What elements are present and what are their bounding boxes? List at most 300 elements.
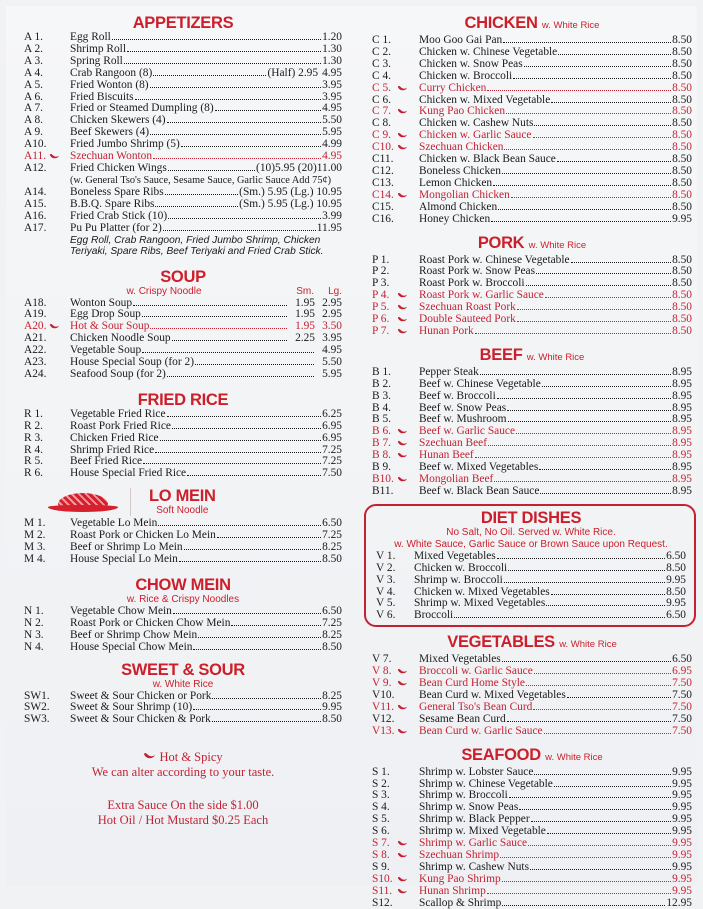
item-name: House Special Soup (for 2) (70, 356, 195, 369)
item-code-text: C 3. (372, 57, 391, 70)
chili-pepper-icon (397, 852, 408, 858)
chili-pepper-icon (397, 476, 408, 482)
item-code-text: A21. (24, 332, 47, 345)
hot-oil-note: Hot Oil / Hot Mustard $0.25 Each (97, 813, 269, 828)
chili-pepper-icon (397, 876, 408, 882)
item-name: Roast Pork Fried Rice (70, 419, 171, 432)
leader-dots (160, 440, 321, 441)
item-code-text: N 2. (24, 616, 44, 629)
item-price: 8.50 (672, 265, 692, 278)
item-price: 8.50 (672, 301, 692, 314)
leader-dots (153, 158, 321, 159)
item-name: B.B.Q. Spare Ribs (70, 197, 155, 210)
item-code-text: A 6. (24, 90, 43, 103)
leader-dots (193, 709, 321, 710)
leader-dots (507, 410, 671, 411)
item-code-text: S10. (372, 872, 393, 885)
item-code (24, 714, 70, 726)
item-price: 8.95 (672, 377, 692, 390)
item-price: 8.50 (322, 640, 342, 653)
item-code-text: C16. (372, 212, 394, 225)
leader-dots (493, 185, 671, 186)
leader-dots (153, 75, 266, 76)
item-name: Boneless Spare Ribs (70, 185, 164, 198)
item-code-text: C10. (372, 141, 394, 154)
item-price: 8.95 (672, 473, 692, 485)
menu-item (372, 702, 692, 714)
leader-dots (533, 709, 671, 710)
item-code-text: S 4. (372, 801, 390, 814)
item-code-text: P 6. (372, 313, 390, 326)
item-code-text: B 5. (372, 413, 391, 426)
price-large: 5.50 (322, 356, 342, 369)
item-price: 8.95 (672, 449, 692, 462)
item-code-text: P 1. (372, 253, 390, 266)
item-code-text: A18. (24, 296, 47, 309)
item-code-text: SW3. (24, 713, 50, 726)
item-name: Roast Pork or Chicken Chow Mein (70, 616, 231, 629)
leader-dots (504, 149, 671, 150)
item-code (24, 642, 70, 654)
item-name: Szechuan Shrimp (419, 848, 500, 861)
item-name: Mixed Vegetables (414, 549, 496, 562)
item-price: 8.50 (672, 289, 692, 302)
item-price: 1.30 (322, 54, 342, 67)
leader-dots (545, 297, 671, 298)
item-price: 6.25 (322, 407, 342, 420)
leader-dots (502, 173, 671, 174)
item-code-text: P 5. (372, 301, 390, 314)
item-name: Mixed Vegetables (419, 653, 501, 666)
item-name: Pepper Steak (419, 365, 479, 378)
leader-dots (488, 445, 671, 446)
menu-item (24, 554, 342, 566)
leader-dots (498, 209, 671, 210)
menu-item (24, 714, 342, 726)
section-title-soup: SOUP (160, 267, 206, 286)
item-price: 7.50 (672, 712, 692, 725)
item-code-text: V 6. (376, 609, 396, 622)
item-price: 5.95 (322, 126, 342, 139)
item-code-text: B 9. (372, 461, 391, 474)
divider (130, 488, 131, 516)
item-code-text: A 8. (24, 114, 43, 127)
item-code-text: C 7. (372, 105, 391, 118)
chili-pepper-icon (397, 452, 408, 458)
item-code-text: S 3. (372, 789, 390, 802)
lo-mein-subtitle: Soft Noodle (156, 505, 209, 517)
item-price: 7.50 (672, 677, 692, 690)
item-code-text: C 5. (372, 81, 391, 94)
menu-item (372, 71, 692, 83)
item-name: Spring Roll (70, 54, 123, 67)
leader-dots (168, 170, 255, 171)
section-title-fried-rice: FRIED RICE (137, 390, 229, 409)
section-title-sweet-sour: SWEET & SOUR (121, 660, 245, 679)
chili-pepper-icon (143, 752, 156, 759)
leader-dots (184, 549, 321, 550)
leader-dots (551, 102, 671, 103)
leader-dots (475, 333, 671, 334)
item-code-text: A16. (24, 209, 47, 222)
leader-dots (500, 857, 671, 858)
item-code-text: C11. (372, 153, 394, 166)
item-code-text: B 1. (372, 365, 391, 378)
chili-pepper-icon (397, 304, 408, 310)
leader-dots (534, 774, 671, 775)
price-small: 2.25 (295, 332, 315, 345)
menu-item (24, 187, 342, 199)
item-price: 9.95 (672, 789, 692, 802)
leader-dots (524, 66, 671, 67)
section-title-vegetables (372, 633, 692, 654)
menu-item (372, 379, 692, 391)
leader-dots (558, 54, 671, 55)
item-price: 8.50 (672, 164, 692, 177)
leader-dots (155, 206, 238, 207)
item-price: 8.95 (672, 484, 692, 497)
item-price: 9.95 (322, 701, 342, 714)
menu-item (372, 214, 692, 226)
menu-item (24, 223, 342, 235)
item-price: 7.50 (672, 724, 692, 737)
leader-dots (534, 673, 671, 674)
item-code-text: P 2. (372, 265, 390, 278)
item-code-text: C13. (372, 176, 394, 189)
item-price: 6.50 (322, 604, 342, 617)
item-code (24, 163, 70, 175)
appetizers-list (24, 32, 342, 258)
item-code (24, 468, 70, 480)
item-price: 9.95 (672, 860, 692, 873)
vegetables-subtitle: w. White Rice (559, 639, 617, 651)
item-code-text: A17. (24, 221, 47, 234)
leader-dots (173, 613, 321, 614)
item-name: Shrimp Fried Rice (70, 443, 155, 456)
seafood-subtitle: w. White Rice (545, 751, 603, 763)
chili-pepper-icon (397, 144, 408, 150)
item-price: 4.95 (322, 102, 342, 115)
item-price: (10)5.95 (20)11.00 (256, 161, 342, 174)
menu-item (24, 163, 342, 175)
item-code-text: V12. (372, 712, 395, 725)
item-price: 8.95 (672, 425, 692, 438)
item-name: Honey Chicken (419, 212, 491, 225)
item-name: Vegetable Fried Rice (70, 407, 166, 420)
leader-dots (507, 721, 671, 722)
chili-pepper-icon (397, 728, 408, 734)
leader-dots (150, 328, 287, 329)
section-title-pork (372, 234, 692, 255)
item-price: 8.50 (672, 253, 692, 266)
item-price: 1.30 (322, 42, 342, 55)
item-code-text: M 3. (24, 541, 46, 554)
section-title-chicken (372, 14, 692, 35)
item-name: Kung Pao Chicken (419, 105, 506, 118)
item-name: Szechuan Chicken (419, 141, 504, 154)
item-price: 8.50 (672, 45, 692, 58)
diet-note-2: w. White Sauce, Garlic Sauce or Brown Sauce upon Request. (394, 538, 668, 550)
leader-dots (487, 893, 671, 894)
item-code-text: A19. (24, 308, 47, 321)
item-code-text: C14. (372, 188, 394, 201)
chili-pepper-icon (397, 85, 408, 91)
right-column (372, 6, 692, 909)
alter-note: We can alter according to your taste. (91, 765, 275, 780)
leader-dots (181, 146, 321, 147)
item-price: 8.50 (672, 277, 692, 290)
item-code (372, 214, 419, 226)
item-name: Chicken w. Mixed Vegetables (414, 585, 550, 598)
item-price: 3.95 (322, 78, 342, 91)
item-name: Hot & Sour Soup (70, 320, 150, 333)
item-price: 3.95 (322, 90, 342, 103)
item-code-text: SW2. (24, 701, 50, 714)
item-code-text: A 4. (24, 66, 43, 79)
item-code-text: N 3. (24, 628, 44, 641)
item-price: 8.50 (672, 153, 692, 166)
item-name: Vegetable Lo Mein (70, 517, 158, 530)
leader-dots (231, 625, 321, 626)
leader-dots (554, 786, 671, 787)
item-name: Fried Biscuits (70, 90, 134, 103)
leader-dots (142, 316, 287, 317)
diet-dishes-box (364, 504, 696, 627)
leader-dots (215, 110, 321, 111)
item-code-text: A24. (24, 367, 47, 380)
item-name: House Special Fried Rice (70, 467, 187, 480)
item-price: 8.50 (672, 69, 692, 82)
item-code-text: R 4. (24, 443, 43, 456)
item-code-text: C 6. (372, 93, 391, 106)
leader-dots (547, 833, 671, 834)
item-code-text: V 1. (376, 549, 396, 562)
item-code-text: S 7. (372, 837, 390, 850)
item-name: Broccoli (414, 609, 454, 622)
chili-pepper-icon (397, 668, 408, 674)
menu-item (372, 886, 692, 898)
item-name: Chicken w. Black Bean Sauce (419, 153, 556, 166)
item-price: (Sm.) 5.95 (Lg.) 10.95 (239, 197, 342, 210)
item-name: Beef Fried Rice (70, 455, 143, 468)
item-code-text: C 1. (372, 34, 391, 46)
leader-dots (195, 364, 314, 365)
item-price: 7.25 (322, 443, 342, 456)
item-name: Roast Pork or Chicken Lo Mein (70, 529, 216, 542)
item-code-text: V 4. (376, 585, 396, 598)
item-code-text: A14. (24, 185, 47, 198)
item-price: 8.50 (672, 117, 692, 130)
chili-pepper-icon (397, 704, 408, 710)
item-price: 9.95 (672, 872, 692, 885)
section-title-diet: DIET DISHES (480, 508, 582, 527)
item-code-text: C15. (372, 200, 394, 213)
chili-pepper-icon (397, 192, 408, 198)
item-price: 3.99 (322, 209, 342, 222)
item-name: Fried or Steamed Dumpling (8) (70, 102, 214, 115)
item-price: 4.95 (322, 150, 342, 163)
item-code-text: N 1. (24, 604, 44, 617)
leader-dots (133, 305, 287, 306)
item-name: Beef Skewers (4) (70, 126, 150, 139)
leader-dots (534, 125, 671, 126)
item-code-text: S 2. (372, 777, 390, 790)
item-code-text: M 2. (24, 529, 46, 542)
item-price: 8.50 (672, 57, 692, 70)
menu-item (24, 211, 342, 223)
item-name: Chicken w. Broccoli (419, 69, 513, 82)
item-name: Chicken w. Cashew Nuts (419, 117, 534, 130)
item-code-text: S 6. (372, 825, 390, 838)
item-name: Boneless Chicken (419, 164, 501, 177)
item-price: 9.95 (672, 777, 692, 790)
chili-pepper-icon (397, 132, 408, 138)
leader-dots (528, 845, 671, 846)
lo-mein-list (24, 518, 342, 566)
item-price: 6.50 (666, 609, 686, 622)
chili-pepper-icon (397, 292, 408, 298)
leader-dots (526, 285, 671, 286)
item-code-text: C12. (372, 164, 394, 177)
leader-dots (503, 42, 671, 43)
leader-dots (124, 63, 321, 64)
pork-subtitle: w. White Rice (528, 239, 587, 251)
item-price: 8.95 (672, 461, 692, 474)
leader-dots (571, 262, 671, 263)
menu-item (372, 59, 692, 71)
item-name: Mongolian Beef (419, 473, 494, 485)
leader-dots (475, 457, 671, 458)
section-title-lo-mein: LO MEIN (149, 487, 216, 506)
item-code-text: B10. (372, 473, 394, 485)
menu-item (24, 409, 342, 421)
menu-item (24, 56, 342, 68)
item-price: 9.95 (672, 848, 692, 861)
leader-dots (158, 525, 321, 526)
menu-item (372, 898, 692, 909)
item-name: Kung Pao Shrimp (419, 872, 501, 885)
leader-dots (167, 416, 322, 417)
leader-dots (536, 273, 671, 274)
item-price: 8.25 (322, 689, 342, 702)
item-name: Hunan Beef (419, 449, 474, 462)
price-small: 1.95 (295, 308, 315, 321)
item-price: (Sm.) 5.95 (Lg.) 10.95 (239, 185, 342, 198)
hot-spicy-legend (24, 750, 342, 765)
lo-mein-dish-icon (48, 488, 130, 516)
menu-page (6, 6, 697, 909)
item-price: 8.50 (322, 553, 342, 565)
item-price: 7.25 (322, 616, 342, 629)
menu-item (376, 563, 686, 575)
leader-dots (165, 194, 239, 195)
leader-dots (516, 433, 671, 434)
item-price: 8.25 (322, 541, 342, 554)
leader-dots (142, 352, 314, 353)
item-price: 9.95 (672, 801, 692, 814)
item-name: Beef or Shrimp Lo Mein (70, 541, 183, 554)
leader-dots (217, 537, 321, 538)
item-name: Sesame Bean Curd (419, 712, 506, 725)
item-code-text: C 2. (372, 45, 391, 58)
item-name: House Special Lo Mein (70, 553, 178, 565)
item-name: Vegetable Chow Mein (70, 604, 172, 617)
leader-dots (187, 475, 321, 476)
soup-subtitle: w. Crispy Noodle (126, 285, 202, 297)
menu-item (372, 714, 692, 726)
item-code (24, 554, 70, 566)
item-price: 9.95 (672, 212, 692, 225)
item-code-text: M 1. (24, 517, 46, 530)
menu-item (24, 630, 342, 642)
leader-dots (487, 90, 671, 91)
item-price: 8.50 (666, 585, 686, 598)
chili-pepper-icon (397, 328, 408, 334)
leader-dots (127, 51, 321, 52)
item-code-text: V10. (372, 688, 395, 701)
item-name: Shrimp Roll (70, 42, 127, 55)
section-title-beef (372, 346, 692, 367)
item-name: Chicken w. Broccoli (414, 561, 508, 574)
price-large: 3.50 (322, 320, 342, 333)
fried-rice-list (24, 409, 342, 480)
pork-list (372, 255, 692, 338)
leader-dots (526, 685, 671, 686)
lo-mein-header (24, 486, 342, 518)
left-column (24, 6, 342, 828)
menu-item (372, 190, 692, 202)
seafood-list (372, 767, 692, 909)
diet-note-1: No Salt, No Oil. Served w. White Rice. (446, 526, 616, 538)
item-price: 8.95 (672, 437, 692, 450)
leader-dots (542, 386, 671, 387)
item-name: General Tso's Bean Curd (419, 700, 533, 713)
item-code (372, 898, 419, 909)
price-large: 2.95 (322, 296, 342, 309)
item-code-text: SW1. (24, 689, 50, 702)
item-price: 8.95 (672, 389, 692, 402)
item-code-text: A20. (24, 320, 47, 333)
item-name: Shrimp w. Broccoli (419, 789, 508, 802)
leader-dots (497, 398, 671, 399)
item-code (24, 223, 70, 235)
leader-dots (172, 428, 321, 429)
leader-dots (513, 78, 671, 79)
leader-dots (172, 340, 287, 341)
menu-item (372, 767, 692, 779)
item-code-text: R 2. (24, 419, 43, 432)
leader-dots (212, 721, 321, 722)
item-name: Mongolian Chicken (419, 188, 510, 201)
menu-item (372, 486, 692, 498)
leader-dots (544, 733, 671, 734)
item-price: 8.95 (672, 365, 692, 378)
leader-dots (502, 661, 671, 662)
item-code-text: B11. (372, 484, 394, 497)
item-name: Roast Pork w. Chinese Vegetable (419, 253, 570, 266)
item-code-text: C 9. (372, 129, 391, 142)
item-name: Shrimp w. Black Pepper (419, 813, 530, 826)
leader-dots (143, 463, 321, 464)
menu-item (372, 367, 692, 379)
item-price: 8.50 (672, 93, 692, 106)
menu-item (372, 391, 692, 403)
item-name: Hunan Pork (419, 324, 474, 337)
item-price: 8.50 (672, 188, 692, 201)
item-code-text: R 3. (24, 431, 43, 444)
leader-dots (193, 649, 321, 650)
menu-item (24, 421, 342, 433)
